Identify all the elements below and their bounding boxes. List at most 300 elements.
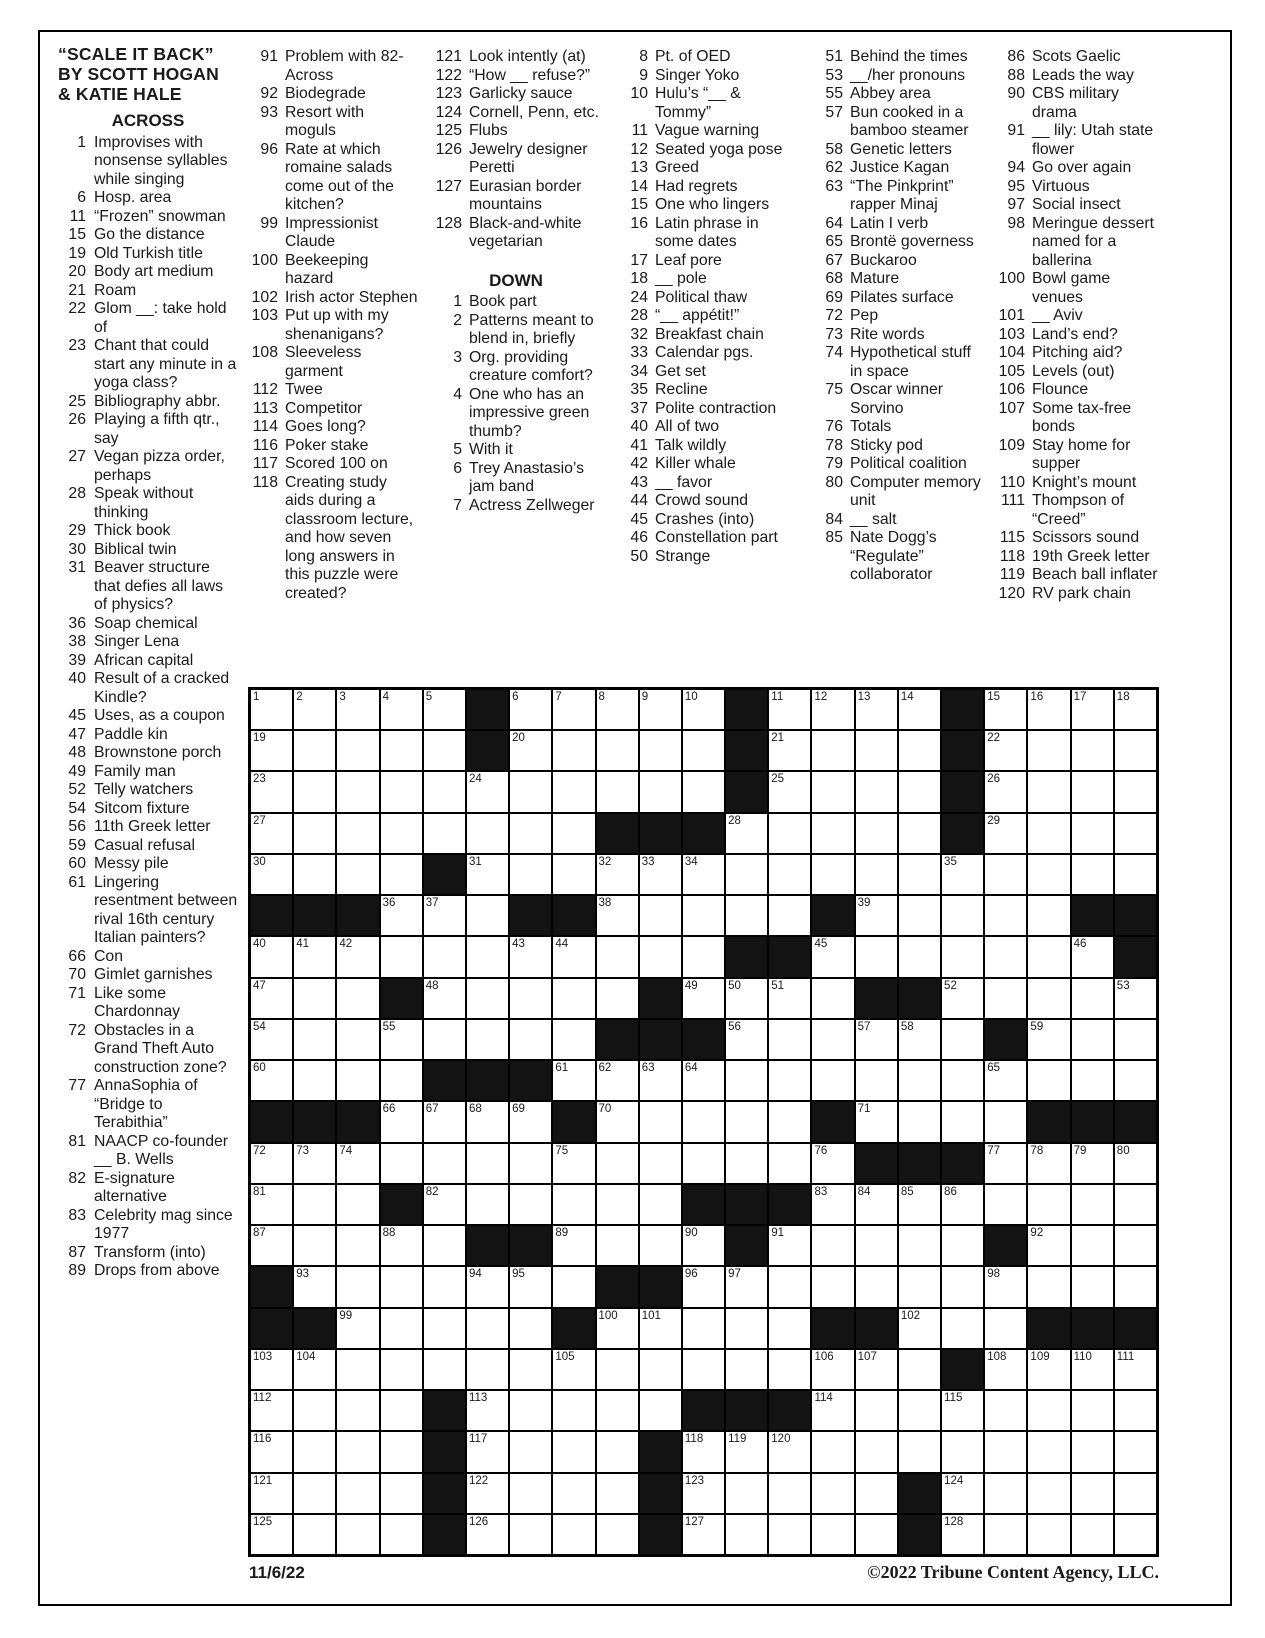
grid-cell[interactable] [293, 854, 336, 895]
grid-cell[interactable] [811, 1019, 854, 1060]
grid-cell[interactable] [250, 1349, 293, 1390]
grid-cell[interactable] [941, 1431, 984, 1472]
grid-cell[interactable] [250, 1143, 293, 1184]
grid-cell[interactable] [725, 895, 768, 936]
grid-cell[interactable] [984, 1143, 1027, 1184]
grid-cell[interactable] [596, 771, 639, 812]
grid-cell[interactable] [1027, 1060, 1070, 1101]
grid-cell[interactable] [855, 854, 898, 895]
grid-cell[interactable] [1071, 1266, 1114, 1307]
grid-cell[interactable] [984, 1431, 1027, 1472]
grid-cell[interactable] [1114, 813, 1157, 854]
grid-cell[interactable] [509, 1473, 552, 1514]
grid-cell[interactable] [768, 1431, 811, 1472]
grid-cell[interactable] [811, 1266, 854, 1307]
grid-cell[interactable] [811, 978, 854, 1019]
grid-cell[interactable] [1027, 978, 1070, 1019]
grid-cell[interactable] [768, 1266, 811, 1307]
grid-cell[interactable] [984, 895, 1027, 936]
grid-cell[interactable] [423, 771, 466, 812]
grid-cell[interactable] [250, 1060, 293, 1101]
grid-cell[interactable] [855, 1184, 898, 1225]
grid-cell[interactable] [811, 1143, 854, 1184]
grid-cell[interactable] [898, 1349, 941, 1390]
grid-cell[interactable] [423, 813, 466, 854]
grid-cell[interactable] [552, 1431, 595, 1472]
grid-cell[interactable] [984, 1101, 1027, 1142]
grid-cell[interactable] [336, 1060, 379, 1101]
grid-cell[interactable] [336, 936, 379, 977]
grid-cell[interactable] [941, 1225, 984, 1266]
grid-cell[interactable] [682, 1308, 725, 1349]
grid-cell[interactable] [250, 813, 293, 854]
grid-cell[interactable] [1071, 936, 1114, 977]
grid-cell[interactable] [984, 978, 1027, 1019]
grid-cell[interactable] [552, 1184, 595, 1225]
grid-cell[interactable] [1071, 1390, 1114, 1431]
grid-cell[interactable] [898, 936, 941, 977]
grid-cell[interactable] [682, 689, 725, 730]
grid-cell[interactable] [250, 936, 293, 977]
grid-cell[interactable] [768, 1101, 811, 1142]
grid-cell[interactable] [466, 1390, 509, 1431]
grid-cell[interactable] [725, 1143, 768, 1184]
grid-cell[interactable] [552, 1349, 595, 1390]
grid-cell[interactable] [293, 1184, 336, 1225]
grid-cell[interactable] [509, 813, 552, 854]
grid-cell[interactable] [1114, 978, 1157, 1019]
grid-cell[interactable] [423, 689, 466, 730]
grid-cell[interactable] [509, 978, 552, 1019]
grid-cell[interactable] [855, 813, 898, 854]
grid-cell[interactable] [1114, 1431, 1157, 1472]
grid-cell[interactable] [984, 730, 1027, 771]
grid-cell[interactable] [898, 1266, 941, 1307]
grid-cell[interactable] [509, 1390, 552, 1431]
grid-cell[interactable] [811, 1473, 854, 1514]
grid-cell[interactable] [639, 1225, 682, 1266]
grid-cell[interactable] [596, 730, 639, 771]
grid-cell[interactable] [466, 1349, 509, 1390]
grid-cell[interactable] [855, 1349, 898, 1390]
grid-cell[interactable] [250, 978, 293, 1019]
grid-cell[interactable] [984, 1390, 1027, 1431]
grid-cell[interactable] [423, 1349, 466, 1390]
grid-cell[interactable] [1027, 813, 1070, 854]
grid-cell[interactable] [682, 1266, 725, 1307]
grid-cell[interactable] [380, 1101, 423, 1142]
grid-cell[interactable] [466, 813, 509, 854]
grid-cell[interactable] [1027, 1184, 1070, 1225]
grid-cell[interactable] [682, 1225, 725, 1266]
grid-cell[interactable] [596, 1143, 639, 1184]
grid-cell[interactable] [682, 978, 725, 1019]
grid-cell[interactable] [596, 895, 639, 936]
grid-cell[interactable] [466, 1143, 509, 1184]
grid-cell[interactable] [639, 1101, 682, 1142]
grid-cell[interactable] [596, 1390, 639, 1431]
grid-cell[interactable] [1027, 854, 1070, 895]
grid-cell[interactable] [552, 854, 595, 895]
grid-cell[interactable] [768, 895, 811, 936]
grid-cell[interactable] [1071, 1431, 1114, 1472]
grid-cell[interactable] [725, 1308, 768, 1349]
grid-cell[interactable] [855, 1019, 898, 1060]
grid-cell[interactable] [898, 1060, 941, 1101]
grid-cell[interactable] [509, 1101, 552, 1142]
grid-cell[interactable] [596, 936, 639, 977]
grid-cell[interactable] [1071, 978, 1114, 1019]
grid-cell[interactable] [1027, 1266, 1070, 1307]
grid-cell[interactable] [682, 1514, 725, 1555]
grid-cell[interactable] [380, 1019, 423, 1060]
grid-cell[interactable] [941, 854, 984, 895]
grid-cell[interactable] [380, 1431, 423, 1472]
grid-cell[interactable] [466, 854, 509, 895]
grid-cell[interactable] [466, 1308, 509, 1349]
grid-cell[interactable] [380, 1390, 423, 1431]
grid-cell[interactable] [1071, 771, 1114, 812]
grid-cell[interactable] [941, 1266, 984, 1307]
grid-cell[interactable] [855, 1514, 898, 1555]
grid-cell[interactable] [336, 730, 379, 771]
grid-cell[interactable] [1027, 936, 1070, 977]
grid-cell[interactable] [293, 1225, 336, 1266]
grid-cell[interactable] [509, 854, 552, 895]
grid-cell[interactable] [336, 1349, 379, 1390]
grid-cell[interactable] [423, 895, 466, 936]
grid-cell[interactable] [1027, 895, 1070, 936]
grid-cell[interactable] [725, 854, 768, 895]
grid-cell[interactable] [250, 1184, 293, 1225]
grid-cell[interactable] [855, 689, 898, 730]
grid-cell[interactable] [768, 1308, 811, 1349]
grid-cell[interactable] [855, 1431, 898, 1472]
grid-cell[interactable] [380, 1225, 423, 1266]
grid-cell[interactable] [1071, 854, 1114, 895]
grid-cell[interactable] [1071, 1143, 1114, 1184]
grid-cell[interactable] [423, 730, 466, 771]
grid-cell[interactable] [1027, 1431, 1070, 1472]
grid-cell[interactable] [552, 936, 595, 977]
grid-cell[interactable] [1071, 1225, 1114, 1266]
grid-cell[interactable] [984, 689, 1027, 730]
grid-cell[interactable] [898, 1184, 941, 1225]
grid-cell[interactable] [423, 1225, 466, 1266]
grid-cell[interactable] [380, 1060, 423, 1101]
grid-cell[interactable] [768, 1019, 811, 1060]
grid-cell[interactable] [768, 689, 811, 730]
grid-cell[interactable] [811, 1184, 854, 1225]
grid-cell[interactable] [380, 1473, 423, 1514]
grid-cell[interactable] [941, 978, 984, 1019]
grid-cell[interactable] [293, 1019, 336, 1060]
grid-cell[interactable] [596, 1225, 639, 1266]
grid-cell[interactable] [855, 1101, 898, 1142]
grid-cell[interactable] [811, 1390, 854, 1431]
grid-cell[interactable] [1114, 771, 1157, 812]
grid-cell[interactable] [423, 1308, 466, 1349]
grid-cell[interactable] [811, 730, 854, 771]
grid-cell[interactable] [639, 1390, 682, 1431]
grid-cell[interactable] [293, 1349, 336, 1390]
grid-cell[interactable] [552, 730, 595, 771]
grid-cell[interactable] [596, 1349, 639, 1390]
grid-cell[interactable] [423, 1101, 466, 1142]
grid-cell[interactable] [855, 1225, 898, 1266]
grid-cell[interactable] [898, 730, 941, 771]
grid-cell[interactable] [1027, 1390, 1070, 1431]
grid-cell[interactable] [552, 1225, 595, 1266]
grid-cell[interactable] [725, 1473, 768, 1514]
grid-cell[interactable] [509, 1431, 552, 1472]
grid-cell[interactable] [1027, 1349, 1070, 1390]
grid-cell[interactable] [768, 813, 811, 854]
grid-cell[interactable] [811, 1349, 854, 1390]
grid-cell[interactable] [293, 689, 336, 730]
grid-cell[interactable] [984, 1514, 1027, 1555]
grid-cell[interactable] [552, 1266, 595, 1307]
grid-cell[interactable] [855, 771, 898, 812]
grid-cell[interactable] [509, 689, 552, 730]
grid-cell[interactable] [336, 978, 379, 1019]
grid-cell[interactable] [682, 1060, 725, 1101]
grid-cell[interactable] [768, 771, 811, 812]
grid-cell[interactable] [250, 854, 293, 895]
grid-cell[interactable] [293, 1431, 336, 1472]
grid-cell[interactable] [380, 1308, 423, 1349]
grid-cell[interactable] [596, 1101, 639, 1142]
grid-cell[interactable] [811, 1431, 854, 1472]
grid-cell[interactable] [1114, 1019, 1157, 1060]
grid-cell[interactable] [423, 936, 466, 977]
grid-cell[interactable] [984, 1060, 1027, 1101]
grid-cell[interactable] [1071, 689, 1114, 730]
grid-cell[interactable] [293, 1390, 336, 1431]
grid-cell[interactable] [552, 1473, 595, 1514]
grid-cell[interactable] [466, 978, 509, 1019]
grid-cell[interactable] [639, 895, 682, 936]
grid-cell[interactable] [336, 689, 379, 730]
grid-cell[interactable] [466, 895, 509, 936]
grid-cell[interactable] [898, 689, 941, 730]
grid-cell[interactable] [336, 854, 379, 895]
grid-cell[interactable] [941, 895, 984, 936]
grid-cell[interactable] [941, 1308, 984, 1349]
grid-cell[interactable] [293, 730, 336, 771]
grid-cell[interactable] [293, 1143, 336, 1184]
grid-cell[interactable] [336, 1019, 379, 1060]
grid-cell[interactable] [293, 1060, 336, 1101]
grid-cell[interactable] [552, 771, 595, 812]
grid-cell[interactable] [725, 1019, 768, 1060]
grid-cell[interactable] [682, 895, 725, 936]
grid-cell[interactable] [682, 1473, 725, 1514]
grid-cell[interactable] [509, 771, 552, 812]
grid-cell[interactable] [1114, 1349, 1157, 1390]
grid-cell[interactable] [336, 1225, 379, 1266]
grid-cell[interactable] [596, 1060, 639, 1101]
grid-cell[interactable] [250, 1431, 293, 1472]
grid-cell[interactable] [1027, 1225, 1070, 1266]
grid-cell[interactable] [509, 730, 552, 771]
grid-cell[interactable] [639, 936, 682, 977]
grid-cell[interactable] [466, 1101, 509, 1142]
grid-cell[interactable] [250, 689, 293, 730]
grid-cell[interactable] [466, 1431, 509, 1472]
grid-cell[interactable] [984, 1349, 1027, 1390]
grid-cell[interactable] [466, 1514, 509, 1555]
grid-cell[interactable] [898, 1225, 941, 1266]
grid-cell[interactable] [855, 1390, 898, 1431]
grid-cell[interactable] [855, 1060, 898, 1101]
grid-cell[interactable] [768, 730, 811, 771]
grid-cell[interactable] [682, 730, 725, 771]
grid-cell[interactable] [1027, 689, 1070, 730]
grid-cell[interactable] [725, 1060, 768, 1101]
grid-cell[interactable] [250, 771, 293, 812]
grid-cell[interactable] [336, 1143, 379, 1184]
grid-cell[interactable] [596, 1184, 639, 1225]
grid-cell[interactable] [250, 1514, 293, 1555]
grid-cell[interactable] [1114, 730, 1157, 771]
grid-cell[interactable] [1027, 1019, 1070, 1060]
grid-cell[interactable] [1027, 730, 1070, 771]
grid-cell[interactable] [466, 771, 509, 812]
grid-cell[interactable] [380, 730, 423, 771]
grid-cell[interactable] [1071, 730, 1114, 771]
grid-cell[interactable] [725, 978, 768, 1019]
grid-cell[interactable] [639, 730, 682, 771]
grid-cell[interactable] [811, 1060, 854, 1101]
grid-cell[interactable] [552, 978, 595, 1019]
grid-cell[interactable] [552, 1514, 595, 1555]
grid-cell[interactable] [898, 895, 941, 936]
grid-cell[interactable] [1114, 689, 1157, 730]
grid-cell[interactable] [466, 1473, 509, 1514]
grid-cell[interactable] [725, 813, 768, 854]
grid-cell[interactable] [509, 1349, 552, 1390]
grid-cell[interactable] [898, 854, 941, 895]
grid-cell[interactable] [336, 1514, 379, 1555]
grid-cell[interactable] [509, 936, 552, 977]
grid-cell[interactable] [466, 936, 509, 977]
grid-cell[interactable] [898, 1431, 941, 1472]
grid-cell[interactable] [1114, 854, 1157, 895]
grid-cell[interactable] [855, 895, 898, 936]
grid-cell[interactable] [380, 771, 423, 812]
grid-cell[interactable] [811, 936, 854, 977]
grid-cell[interactable] [380, 1349, 423, 1390]
grid-cell[interactable] [898, 1019, 941, 1060]
grid-cell[interactable] [380, 895, 423, 936]
grid-cell[interactable] [768, 1514, 811, 1555]
grid-cell[interactable] [509, 1266, 552, 1307]
grid-cell[interactable] [596, 1431, 639, 1472]
grid-cell[interactable] [1114, 1143, 1157, 1184]
grid-cell[interactable] [639, 689, 682, 730]
grid-cell[interactable] [293, 1514, 336, 1555]
grid-cell[interactable] [898, 813, 941, 854]
grid-cell[interactable] [725, 1514, 768, 1555]
grid-cell[interactable] [941, 1514, 984, 1555]
grid-cell[interactable] [336, 1184, 379, 1225]
grid-cell[interactable] [1071, 1060, 1114, 1101]
grid-cell[interactable] [639, 1308, 682, 1349]
grid-cell[interactable] [552, 1060, 595, 1101]
grid-cell[interactable] [509, 1143, 552, 1184]
grid-cell[interactable] [596, 1473, 639, 1514]
grid-cell[interactable] [250, 1390, 293, 1431]
grid-cell[interactable] [811, 854, 854, 895]
grid-cell[interactable] [984, 771, 1027, 812]
grid-cell[interactable] [293, 771, 336, 812]
grid-cell[interactable] [682, 771, 725, 812]
grid-cell[interactable] [768, 978, 811, 1019]
grid-cell[interactable] [552, 1019, 595, 1060]
grid-cell[interactable] [293, 1473, 336, 1514]
grid-cell[interactable] [984, 1308, 1027, 1349]
grid-cell[interactable] [552, 1143, 595, 1184]
grid-cell[interactable] [250, 1019, 293, 1060]
grid-cell[interactable] [336, 771, 379, 812]
grid-cell[interactable] [941, 936, 984, 977]
grid-cell[interactable] [380, 1143, 423, 1184]
grid-cell[interactable] [1114, 1390, 1157, 1431]
grid-cell[interactable] [380, 1266, 423, 1307]
grid-cell[interactable] [293, 936, 336, 977]
grid-cell[interactable] [380, 689, 423, 730]
grid-cell[interactable] [984, 1266, 1027, 1307]
grid-cell[interactable] [336, 1266, 379, 1307]
grid-cell[interactable] [639, 1184, 682, 1225]
grid-cell[interactable] [811, 1225, 854, 1266]
grid-cell[interactable] [509, 1019, 552, 1060]
grid-cell[interactable] [725, 1101, 768, 1142]
grid-cell[interactable] [552, 1390, 595, 1431]
grid-cell[interactable] [1114, 1060, 1157, 1101]
grid-cell[interactable] [423, 1143, 466, 1184]
grid-cell[interactable] [466, 1184, 509, 1225]
grid-cell[interactable] [380, 854, 423, 895]
grid-cell[interactable] [293, 978, 336, 1019]
grid-cell[interactable] [466, 1019, 509, 1060]
grid-cell[interactable] [380, 813, 423, 854]
grid-cell[interactable] [1071, 813, 1114, 854]
grid-cell[interactable] [639, 1349, 682, 1390]
grid-cell[interactable] [941, 1060, 984, 1101]
grid-cell[interactable] [423, 1019, 466, 1060]
grid-cell[interactable] [855, 730, 898, 771]
grid-cell[interactable] [639, 1060, 682, 1101]
grid-cell[interactable] [250, 1225, 293, 1266]
grid-cell[interactable] [293, 813, 336, 854]
grid-cell[interactable] [768, 1143, 811, 1184]
grid-cell[interactable] [380, 1514, 423, 1555]
grid-cell[interactable] [552, 813, 595, 854]
grid-cell[interactable] [1027, 1143, 1070, 1184]
grid-cell[interactable] [984, 1184, 1027, 1225]
grid-cell[interactable] [1071, 1473, 1114, 1514]
grid-cell[interactable] [552, 689, 595, 730]
grid-cell[interactable] [293, 1266, 336, 1307]
grid-cell[interactable] [1027, 1514, 1070, 1555]
grid-cell[interactable] [336, 1390, 379, 1431]
grid-cell[interactable] [509, 1184, 552, 1225]
grid-cell[interactable] [898, 1308, 941, 1349]
grid-cell[interactable] [639, 771, 682, 812]
grid-cell[interactable] [811, 771, 854, 812]
